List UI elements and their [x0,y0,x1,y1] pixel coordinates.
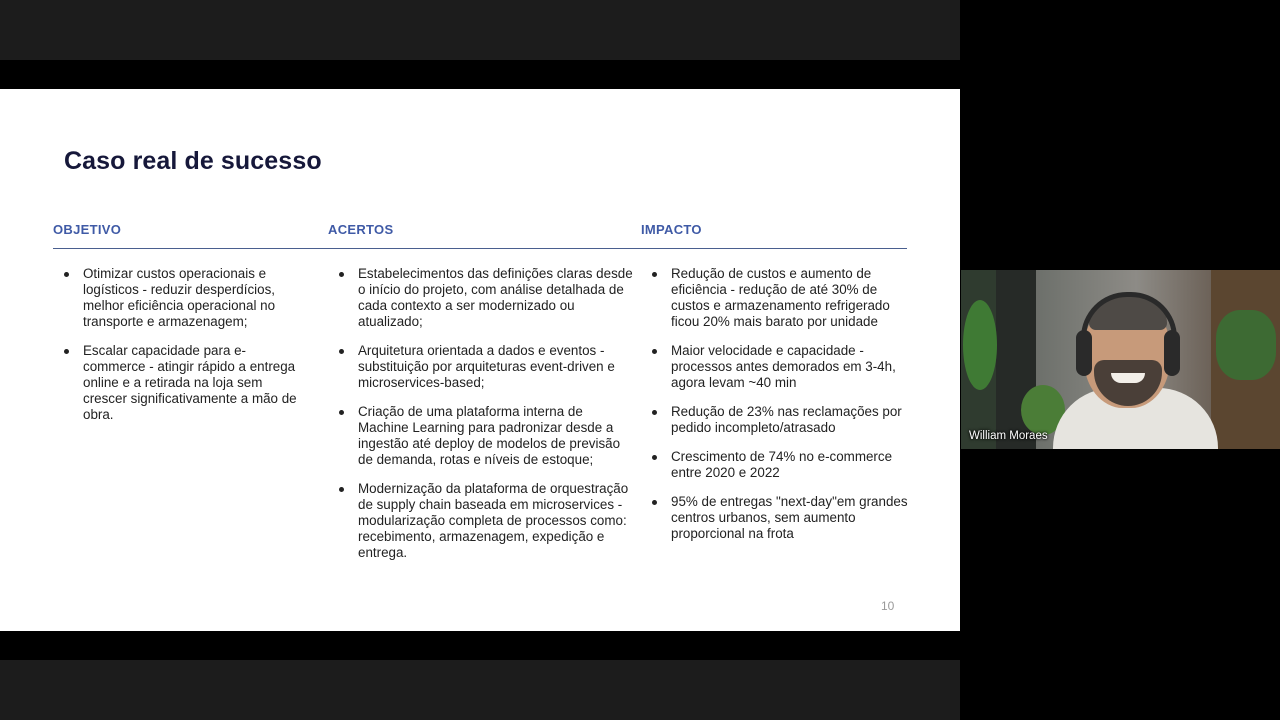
headphones-icon [1081,292,1177,338]
slide-page-number: 10 [881,599,895,613]
list-item: 95% de entregas "next-day"em grandes centros urbanos, sem aumento proporcional na frota [641,494,913,542]
top-letterbox-bar [0,60,960,89]
top-letterbox [0,0,960,60]
list-item: Estabelecimentos das definições claras desde o início do projeto, com análise detalhada de cada contexto a ser modernizado ou atualizado; [328,266,634,330]
list-item: Redução de 23% nas reclamações por pedido incompleto/atrasado [641,404,913,436]
participant-name-label: William Moraes [969,430,1048,442]
headphone-right-cup [1164,330,1180,376]
column-heading-acertos: ACERTOS [328,222,394,237]
bottom-letterbox-bar [0,631,960,660]
list-item: Redução de custos e aumento de eficiência - redução de até 30% de custos e armazenamento refrigerado ficou 20% mais barato por unidade [641,266,913,330]
list-item: Modernização da plataforma de orquestração de supply chain baseada em microservices - modularização completa de processos como: recebimento, armazenagem, expedição e entrega. [328,481,634,561]
list-item: Criação de uma plataforma interna de Machine Learning para padronizar desde a ingestão até deploy de modelos de previsão de demanda, rotas e níveis de estoque; [328,404,634,468]
participant-video-tile[interactable] [961,270,1280,449]
objetivo-list [53,266,303,436]
bottom-letterbox [0,660,960,720]
slide-title: Caso real de sucesso [64,147,322,175]
acertos-list [328,266,634,574]
presentation-slide [0,89,960,631]
list-item: Escalar capacidade para e-commerce - atingir rápido a entrega online e a retirada na loja sem crescer significativamente a mão de obra. [53,343,303,423]
headphone-left-cup [1076,330,1092,376]
shelf-plants [1216,310,1276,380]
column-heading-impacto: IMPACTO [641,222,702,237]
participant-smile [1111,373,1145,383]
list-item: Otimizar custos operacionais e logísticos - reduzir desperdícios, melhor eficiência operacional no transporte e armazenagem; [53,266,303,330]
column-heading-objetivo: OBJETIVO [53,222,122,237]
plant-left [963,300,997,390]
heading-divider [53,248,907,249]
impacto-list [641,266,913,555]
list-item: Arquitetura orientada a dados e eventos - substituição por arquiteturas event-driven e microservices-based; [328,343,634,391]
list-item: Crescimento de 74% no e-commerce entre 2020 e 2022 [641,449,913,481]
list-item: Maior velocidade e capacidade - processos antes demorados em 3-4h, agora levam ~40 min [641,343,913,391]
